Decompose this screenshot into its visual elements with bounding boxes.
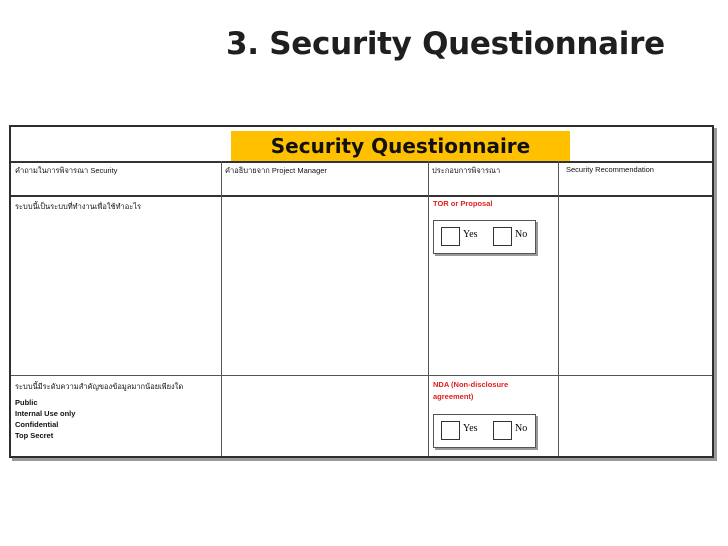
- row1-no-label: No: [515, 229, 528, 240]
- row2-document: NDA (Non-disclosure agreement): [433, 380, 509, 401]
- header-consideration: ประกอบการพิจารณา: [432, 166, 501, 175]
- table-banner: Security Questionnaire: [231, 131, 570, 161]
- column-divider: [558, 161, 559, 456]
- header-question: คำถามในการพิจารณา Security: [15, 166, 118, 175]
- header-pm-explanation: คำอธิบายจาก Project Manager: [225, 166, 327, 175]
- level-top-secret: Top Secret: [15, 431, 54, 440]
- row1-document: TOR or Proposal: [433, 199, 493, 208]
- level-confidential: Confidential: [15, 420, 59, 429]
- row1-yes-label: Yes: [463, 229, 478, 240]
- level-public: Public: [15, 398, 38, 407]
- row2-no-label: No: [515, 423, 528, 434]
- header-top-border: [11, 161, 712, 163]
- row2-yes-no-box: [433, 414, 536, 448]
- column-divider: [428, 161, 429, 456]
- row1-yes-checkbox[interactable]: [441, 227, 460, 246]
- row-divider: [11, 375, 712, 376]
- header-recommendation: Security Recommendation: [566, 165, 654, 174]
- row2-no-checkbox[interactable]: [493, 421, 512, 440]
- row1-question: ระบบนี้เป็นระบบที่ทำงานเพื่อใช้ทำอะไร: [15, 202, 142, 211]
- header-bottom-border: [11, 195, 712, 197]
- row2-yes-checkbox[interactable]: [441, 421, 460, 440]
- column-divider: [221, 161, 222, 456]
- slide-title: 3. Security Questionnaire: [226, 26, 665, 62]
- row2-levels: [15, 397, 75, 441]
- row2-yes-label: Yes: [463, 423, 478, 434]
- level-internal: Internal Use only: [15, 409, 76, 418]
- questionnaire-table: [9, 125, 714, 458]
- row1-yes-no-box: [433, 220, 536, 254]
- row2-question: ระบบนี้มีระดับความสำคัญของข้อมูลมากน้อยเพียงใด: [15, 382, 184, 391]
- row1-no-checkbox[interactable]: [493, 227, 512, 246]
